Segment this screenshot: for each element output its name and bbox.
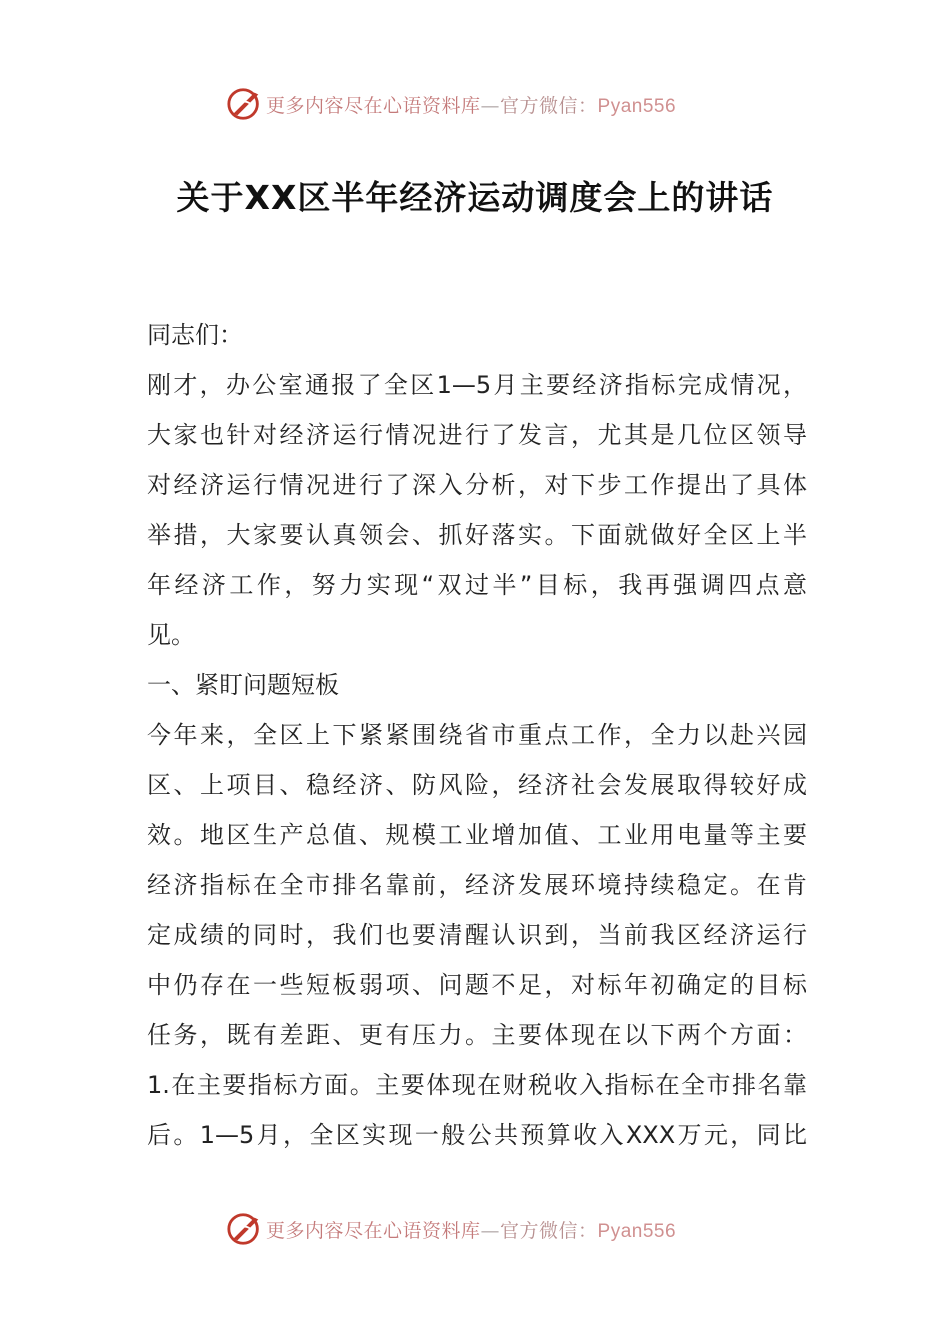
paragraph-line: 区、上项目、稳经济、防风险，经济社会发展取得较好成 xyxy=(147,771,807,799)
paragraph-line: 1.在主要指标方面。主要体现在财税收入指标在全市排名靠 xyxy=(147,1071,807,1099)
salutation: 同志们： xyxy=(147,321,243,349)
watermark-text: 更多内容尽在心语资料库—官方微信：Pyan556 xyxy=(266,94,677,117)
watermark-text: 更多内容尽在心语资料库—官方微信：Pyan556 xyxy=(266,1219,677,1242)
pen-logo-icon xyxy=(226,85,264,123)
document-title: 关于XX区半年经济运动调度会上的讲话 xyxy=(176,178,774,217)
paragraph-line: 大家也针对经济运行情况进行了发言，尤其是几位区领导 xyxy=(147,421,807,449)
paragraph-line: 后。1—5月，全区实现一般公共预算收入XXX万元，同比 xyxy=(147,1121,807,1149)
document-body xyxy=(147,315,807,1165)
paragraph-line: 刚才，办公室通报了全区1—5月主要经济指标完成情况， xyxy=(147,371,807,399)
watermark-banner-top xyxy=(226,84,676,124)
pen-logo-icon xyxy=(226,1210,264,1248)
section-heading: 一、紧盯问题短板 xyxy=(147,671,339,699)
paragraph-line: 举措，大家要认真领会、抓好落实。下面就做好全区上半 xyxy=(147,521,807,549)
paragraph-line: 年经济工作，努力实现“双过半”目标，我再强调四点意 xyxy=(147,571,807,599)
paragraph-line: 任务，既有差距、更有压力。主要体现在以下两个方面： xyxy=(147,1021,807,1049)
watermark-banner-bottom xyxy=(226,1209,676,1249)
paragraph-line: 效。地区生产总值、规模工业增加值、工业用电量等主要 xyxy=(147,821,807,849)
paragraph-line: 见。 xyxy=(147,621,195,649)
paragraph-line: 对经济运行情况进行了深入分析，对下步工作提出了具体 xyxy=(147,471,807,499)
paragraph-line: 经济指标在全市排名靠前，经济发展环境持续稳定。在肯 xyxy=(147,871,807,899)
paragraph-line: 今年来，全区上下紧紧围绕省市重点工作，全力以赴兴园 xyxy=(147,721,807,749)
paragraph-line: 中仍存在一些短板弱项、问题不足，对标年初确定的目标 xyxy=(147,971,807,999)
paragraph-line: 定成绩的同时，我们也要清醒认识到，当前我区经济运行 xyxy=(147,921,807,949)
